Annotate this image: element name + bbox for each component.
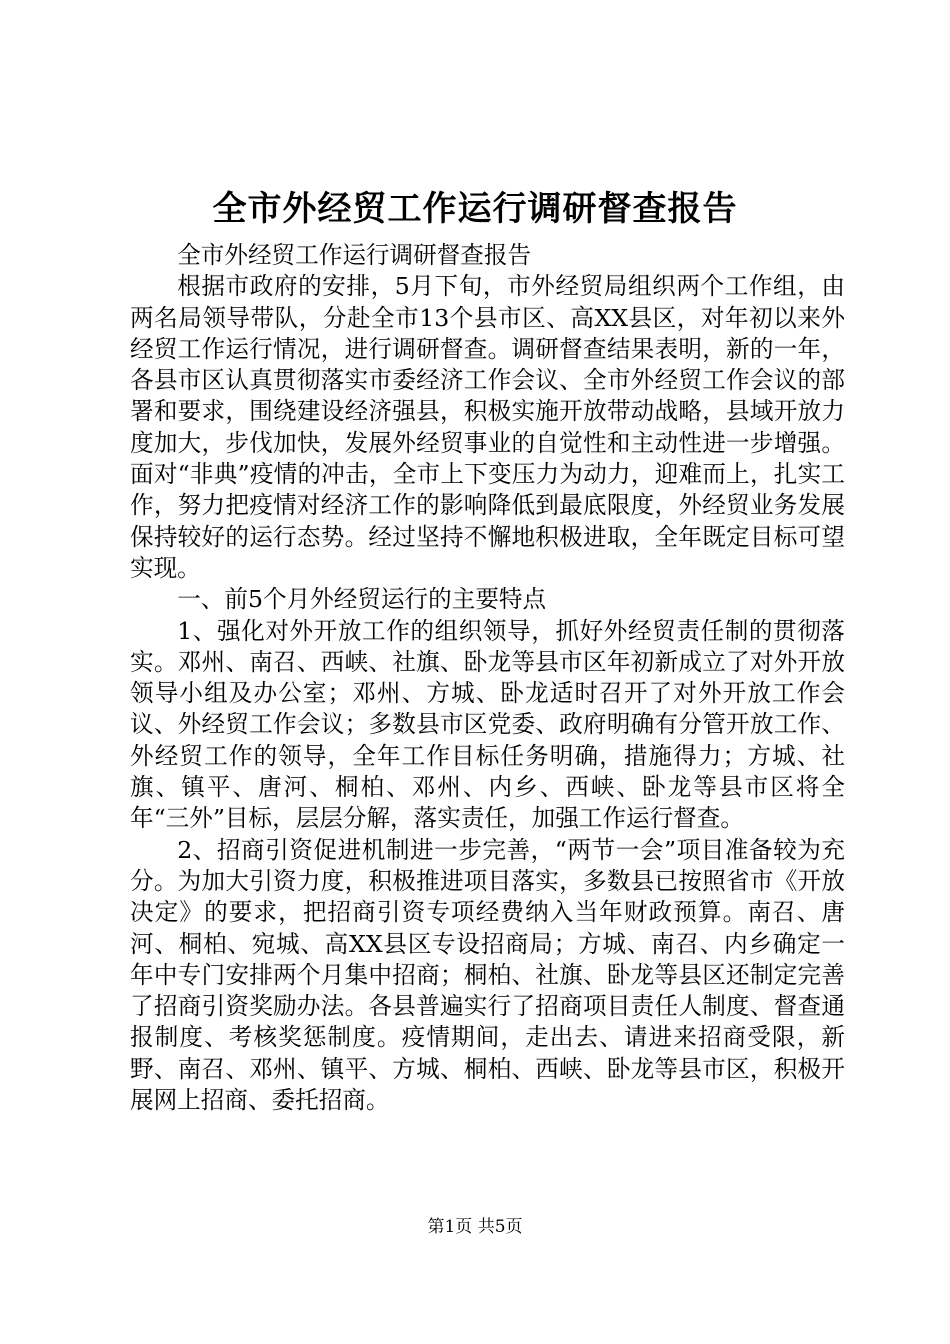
document-title: 全市外经贸工作运行调研督查报告 [212,189,738,229]
paragraph-point-1: 1、强化对外开放工作的组织领导，抓好外经贸责任制的贯彻落实。邓州、南召、西峡、社旗、卧龙等县市区年初新成立了对外开放领导小组及办公室；邓州、方城、卧龙适时召开了对外开放工作会议、外经贸工作会议；多数县市区党委、政府明确有分管开放工作、外经贸工作的领导，全年工作目标任务明确，措施得力；方城、社旗、镇平、唐河、桐柏、邓州、内乡、西峡、卧龙等县市区将全年“三外”目标，层层分解，落实责任，加强工作运行督查。 [130,616,845,833]
document-body [130,240,845,1116]
paragraph-point-2: 2、招商引资促进机制进一步完善，“两节一会”项目准备较为充分。为加大引资力度，积极推进项目落实，多数县已按照省市《开放决定》的要求，把招商引资专项经费纳入当年财政预算。南召、唐河、桐柏、宛城、高XX县区专设招商局；方城、南召、内乡确定一年中专门安排两个月集中招商；桐柏、社旗、卧龙等县区还制定完善了招商引资奖励办法。各县普遍实行了招商项目责任人制度、督查通报制度、考核奖惩制度。疫情期间，走出去、请进来招商受限，新野、南召、邓州、镇平、方城、桐柏、西峡、卧龙等县市区，积极开展网上招商、委托招商。 [130,835,845,1115]
section-heading: 一、前5个月外经贸运行的主要特点 [177,585,547,614]
paragraph-intro: 根据市政府的安排，5月下旬，市外经贸局组织两个工作组，由两名局领导带队，分赴全市13个县市区、高XX县区，对年初以来外经贸工作运行情况，进行调研督查。调研督查结果表明，新的一年，各县市区认真贯彻落实市委经济工作会议、全市外经贸工作会议的部署和要求，围绕建设经济强县，积极实施开放带动战略，县域开放力度加大，步伐加快，发展外经贸事业的自觉性和主动性进一步增强。面对“非典”疫情的冲击，全市上下变压力为动力，迎难而上，扎实工作，努力把疫情对经济工作的影响降低到最底限度，外经贸业务发展保持较好的运行态势。经过坚持不懈地积极进取，全年既定目标可望实现。 [130,272,845,582]
page-number: 第1页 共5页 [427,1217,523,1237]
paragraph-subtitle: 全市外经贸工作运行调研督查报告 [177,241,532,269]
